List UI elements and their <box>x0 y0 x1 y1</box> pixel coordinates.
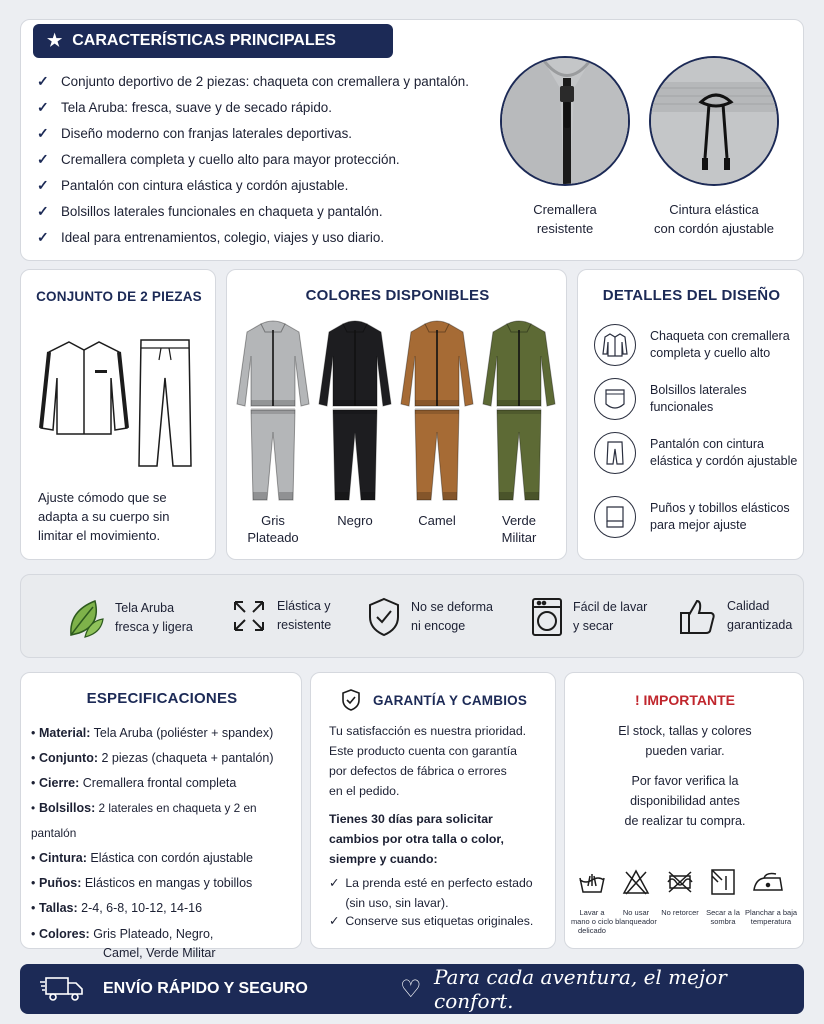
shield-check-icon <box>341 689 361 711</box>
warranty-condition-1: ✓ La prenda esté en perfecto estado (sin uso, sin lavar). <box>329 873 547 913</box>
care-label-no-wring: No retorcer <box>661 908 699 917</box>
important-verify-note: Por favor verifica la disponibilidad antes de realizar tu compra. <box>624 774 746 828</box>
specifications-card <box>20 672 302 960</box>
warranty-condition-2: ✓ Conserve sus etiquetas originales. <box>329 911 547 931</box>
tracksuit-black <box>317 320 393 504</box>
design-item-jacket: Chaqueta con cremallera completa y cuello alto <box>594 324 800 366</box>
feature-item: ✓ Bolsillos laterales funcionales en chaqueta y pantalón. <box>37 202 383 219</box>
care-label-no-bleach: No usar blanqueador <box>615 908 657 926</box>
check-icon: ✓ <box>37 228 49 245</box>
washing-machine-icon <box>531 597 563 637</box>
cuff-icon <box>594 496 636 538</box>
leaf-icon <box>65 597 105 639</box>
benefit-elastic: Elástica y resistente <box>231 597 331 635</box>
design-details-card <box>577 269 804 560</box>
color-label-green: Verde Militar <box>501 513 537 545</box>
tracksuit-camel <box>399 320 475 504</box>
footer-banner <box>20 964 804 1014</box>
feature-item: ✓ Conjunto deportivo de 2 piezas: chaqueta con cremallera y pantalón. <box>37 72 469 89</box>
iron-low-icon <box>752 870 784 894</box>
heart-icon: ♡ <box>400 975 422 1003</box>
warranty-card <box>310 672 556 949</box>
check-icon: ✓ <box>329 876 340 890</box>
color-label-camel: Camel <box>418 513 456 528</box>
pocket-icon <box>594 378 636 420</box>
benefit-fabric: Tela Aruba fresca y ligera <box>65 597 193 639</box>
hand-wash-icon <box>578 868 606 896</box>
delivery-truck-icon <box>40 976 84 1002</box>
slogan-text: Para cada aventura, el mejor confort. <box>434 965 727 1013</box>
feature-item: ✓ Diseño moderno con franjas laterales deportivas. <box>37 124 353 141</box>
zipper-photo <box>500 56 630 186</box>
important-stock-note: El stock, tallas y colores pueden variar. <box>618 724 752 758</box>
spec-item: • Tallas: 2-4, 6-8, 10-12, 14-16 <box>31 901 203 915</box>
warranty-conditions-title: Tienes 30 días para solicitar cambios por otra talla o color, siempre y cuando: <box>329 812 504 866</box>
care-label-hand-wash: Lavar a mano o ciclo delicado <box>570 908 614 935</box>
expand-arrows-icon <box>231 598 267 634</box>
design-item-pants: Pantalón con cintura elástica y cordón ajustable <box>594 432 800 474</box>
set-title: CONJUNTO DE 2 PIEZAS <box>36 289 202 304</box>
no-wring-icon <box>666 868 694 896</box>
design-title: DETALLES DEL DISEÑO <box>602 287 781 304</box>
spec-item: • Material: Tela Aruba (poliéster + spandex) <box>31 726 274 740</box>
jacket-icon <box>594 324 636 366</box>
spec-item: • Colores: Gris Plateado, Negro, <box>31 927 214 941</box>
waist-photo <box>649 56 779 186</box>
colors-card <box>226 269 567 560</box>
color-label-black: Negro <box>337 513 373 528</box>
check-icon: ✓ <box>37 150 49 167</box>
warranty-title: GARANTÍA Y CAMBIOS <box>372 692 528 708</box>
benefit-wash: Fácil de lavar y secar <box>531 597 647 637</box>
color-label-gray: Gris Plateado <box>247 513 299 545</box>
check-icon: ✓ <box>37 98 49 115</box>
star-icon: ★ <box>47 31 63 50</box>
feature-item: ✓ Pantalón con cintura elástica y cordón ajustable. <box>37 176 349 193</box>
features-list <box>37 68 469 250</box>
zipper-caption: Cremallera resistente <box>533 202 597 236</box>
feature-item: ✓ Ideal para entrenamientos, colegio, viajes y uso diario. <box>37 228 385 245</box>
colors-title: COLORES DISPONIBLES <box>305 287 490 304</box>
feature-item: ✓ Tela Aruba: fresca, suave y de secado rápido. <box>37 98 332 115</box>
benefits-band <box>20 574 804 658</box>
check-icon: ✓ <box>37 176 49 193</box>
waist-caption: Cintura elástica con cordón ajustable <box>654 202 774 236</box>
shipping-text: ENVÍO RÁPIDO Y SEGURO <box>103 980 308 997</box>
spec-item: • Cierre: Cremallera frontal completa <box>31 776 237 790</box>
check-icon: ✓ <box>37 124 49 141</box>
main-features-card <box>20 19 804 261</box>
check-icon: ✓ <box>37 72 49 89</box>
warranty-intro: Tu satisfacción es nuestra prioridad. Este producto cuenta con garantía por defectos de fábrica o errores en el pedido. <box>329 724 527 798</box>
pants-sketch-icon <box>137 338 193 468</box>
design-item-cuffs: Puños y tobillos elásticos para mejor ajuste <box>594 496 800 538</box>
spec-item-continued: Camel, Verde Militar <box>103 946 216 960</box>
specs-title: ESPECIFICACIONES <box>86 690 238 707</box>
spec-item: • Cintura: Elástica con cordón ajustable <box>31 851 254 865</box>
pants-icon <box>594 432 636 474</box>
check-icon: ✓ <box>37 202 49 219</box>
main-features-badge <box>33 24 393 58</box>
no-bleach-icon <box>622 868 650 896</box>
benefit-shape: No se deforma ni encoge <box>367 597 493 637</box>
important-title: ! IMPORTANTE <box>634 692 736 708</box>
tracksuit-green <box>481 320 557 504</box>
spec-item: • Puños: Elásticos en mangas y tobillos <box>31 876 253 890</box>
main-features-title: CARACTERÍSTICAS PRINCIPALES <box>72 32 336 49</box>
tracksuit-gray <box>235 320 311 504</box>
care-label-iron-low: Planchar a baja temperatura <box>744 908 798 926</box>
feature-item: ✓ Cremallera completa y cuello alto para mayor protección. <box>37 150 400 167</box>
thumbs-up-icon <box>679 597 717 635</box>
jacket-sketch-icon <box>39 338 129 442</box>
care-label-dry-shade: Secar a la sombra <box>706 908 740 926</box>
warranty-header <box>311 689 557 711</box>
set-card <box>20 269 216 560</box>
dry-shade-icon <box>710 868 736 896</box>
design-item-pockets: Bolsillos laterales funcionales <box>594 378 800 420</box>
benefit-quality: Calidad garantizada <box>679 597 792 635</box>
spec-item: • Bolsillos: 2 laterales en chaqueta y 2 en pantalón <box>31 801 257 840</box>
shield-check-icon <box>367 597 401 637</box>
spec-item: • Conjunto: 2 piezas (chaqueta + pantalón) <box>31 751 274 765</box>
specs-list <box>31 721 301 963</box>
check-icon: ✓ <box>329 914 340 928</box>
set-description: Ajuste cómodo que se adapta a su cuerpo sin limitar el movimiento. <box>38 490 170 543</box>
